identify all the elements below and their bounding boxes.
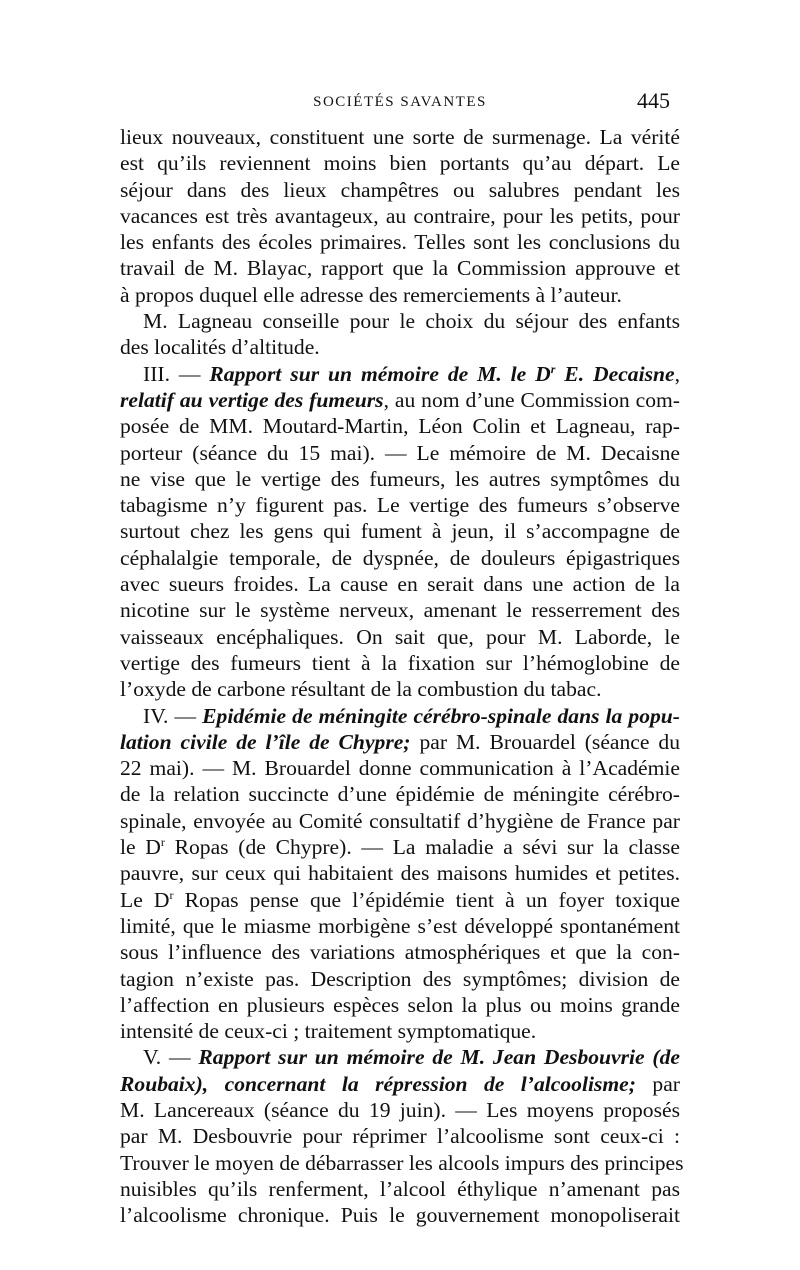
text-line [120,808,680,834]
text-segment: par M. Brouardel (séance du [410,729,680,754]
text-line [120,308,680,334]
text-segment: pauvre, sur ceux qui habitaient des maisons humides et petites. [120,861,680,886]
text-line [120,597,680,623]
text-segment: le D [120,835,161,860]
text-segment: l’oxyde de carbone résultant de la combustion du tabac. [120,677,602,702]
text-line [120,860,680,886]
text-segment: est qu’ils reviennent moins bien portants qu’au départ. Le [120,151,680,176]
text-line [120,203,680,229]
page-number: 445 [637,88,670,113]
text-segment: lieux nouveaux, constituent une sorte de surmenage. La vérité [120,125,680,149]
text-line [120,729,680,755]
text-segment: les enfants des écoles primaires. Telles sont les conclusions du [120,230,680,255]
text-line [120,755,680,781]
text-line [120,361,680,387]
italic-text: lation civile de l’île de Chypre; [120,729,411,754]
text-line [120,282,680,308]
text-segment: nuisibles qu’ils renferment, l’alcool éthylique n’amenant pas [120,1176,680,1201]
body-text [120,124,684,1228]
superscript: r [160,834,165,849]
text-segment: Trouver le moyen de débarrasser les alcools impurs des principes [120,1150,684,1175]
text-segment: vaisseaux encéphaliques. On sait que, pour M. Laborde, le [120,624,680,649]
text-segment: , [674,361,680,386]
text-line [120,913,680,939]
text-line [120,177,680,203]
text-line [120,1071,680,1097]
text-segment: 22 mai). — M. Brouardel donne communication à l’Académie [120,756,680,781]
text-segment: Ropas pense que l’épidémie tient à un foyer toxique [173,887,680,912]
text-line [120,992,680,1018]
text-segment: III. — [143,361,210,386]
text-line [120,545,680,571]
text-line [120,966,680,992]
text-line [120,334,680,360]
text-segment: de la relation succincte d’une épidémie de méningite cérébro- [120,782,680,807]
italic-text: Roubaix), concernant la répression de l’alcoolisme; [120,1071,636,1096]
running-title: SOCIÉTÉS SAVANTES [313,94,487,110]
text-segment: vertige des fumeurs tient à la fixation sur l’hémoglobine de [120,650,680,675]
text-line [120,440,680,466]
text-segment: tagion n’existe pas. Description des symptômes; division de [120,966,680,991]
text-line [120,834,680,860]
text-segment: posée de MM. Moutard-Martin, Léon Colin et Lagneau, rap- [120,414,680,439]
text-line [120,1176,680,1202]
text-line [120,124,680,150]
text-segment: intensité de ceux-ci ; traitement symptomatique. [120,1019,537,1044]
text-segment: tabagisme n’y figurent pas. Le vertige des fumeurs s’observe [120,493,680,518]
superscript: r [169,887,174,902]
text-segment: par [635,1071,680,1096]
text-segment: V. — [143,1045,199,1070]
text-segment: travail de M. Blayac, rapport que la Commission approuve et [120,256,680,281]
text-segment: nicotine sur le système nerveux, amenant le resserrement des [120,598,680,623]
superscript: r [550,361,556,376]
text-line [120,1202,680,1228]
italic-text: Epidémie de méningite cérébro-spinale dans la popu- [202,703,680,728]
text-segment: sous l’influence des variations atmosphériques et que la con- [120,940,680,965]
text-line [120,255,680,281]
italic-text: Rapport sur un mémoire de M. le D [209,361,551,386]
text-segment: à propos duquel elle adresse des remerciements à l’auteur. [120,282,622,307]
text-line [120,1097,680,1123]
text-line [120,1123,680,1149]
text-segment: Le D [120,887,170,912]
text-segment: M. Lancereaux (séance du 19 juin). — Les moyens proposés [120,1097,680,1122]
text-segment: des localités d’altitude. [120,335,320,360]
text-segment: séjour dans des lieux champêtres ou salubres pendant les [120,177,680,202]
text-segment: IV. — [143,703,203,728]
text-line [120,887,680,913]
text-segment: M. Lagneau conseille pour le choix du séjour des enfants [143,309,680,334]
text-segment: avec sueurs froides. La cause en serait dans une action de la [120,572,680,597]
text-segment: ne vise que le vertige des fumeurs, les autres symptômes du [120,466,680,491]
text-line [120,939,680,965]
text-line [120,676,680,702]
text-line [120,624,680,650]
text-line [120,1018,680,1044]
text-segment: par M. Desbouvrie pour réprimer l’alcoolisme sont ceux-ci : [120,1124,680,1149]
text-line [120,703,680,729]
text-segment: l’affection en plusieurs espèces selon la plus ou moins grande [120,992,680,1017]
text-line [120,781,680,807]
text-line [120,413,680,439]
italic-text: relatif au vertige des fumeurs [120,387,384,412]
text-line [120,1150,684,1176]
text-line [120,229,680,255]
text-segment: surtout chez les gens qui fument à jeun, il s’accompagne de [120,519,680,544]
text-line [120,518,680,544]
text-line [120,1044,680,1070]
text-segment: Ropas (de Chypre). — La maladie a sévi sur la classe [164,835,680,860]
text-segment: spinale, envoyée au Comité consultatif d’hygiène de France par [120,808,680,833]
italic-text: Rapport sur un mémoire de M. Jean Desbouvrie (de [198,1045,680,1070]
text-line [120,150,680,176]
text-segment: porteur (séance du 15 mai). — Le mémoire de M. Decaisne [120,440,680,465]
text-segment: céphalalgie temporale, de dyspnée, de douleurs épigastriques [120,545,680,570]
text-line [120,650,680,676]
text-line [120,387,680,413]
page-header [120,88,680,118]
text-segment: vacances est très avantageux, au contraire, pour les petits, pour [120,203,680,228]
text-line [120,492,680,518]
text-segment: l’alcoolisme chronique. Puis le gouvernement monopoliserait [120,1203,680,1228]
text-line [120,571,680,597]
text-line [120,466,680,492]
text-segment: limité, que le miasme morbigène s’est développé spontanément [120,913,680,938]
text-segment: , au nom d’une Commission com- [383,387,681,412]
italic-text: E. Decaisne [555,361,675,386]
